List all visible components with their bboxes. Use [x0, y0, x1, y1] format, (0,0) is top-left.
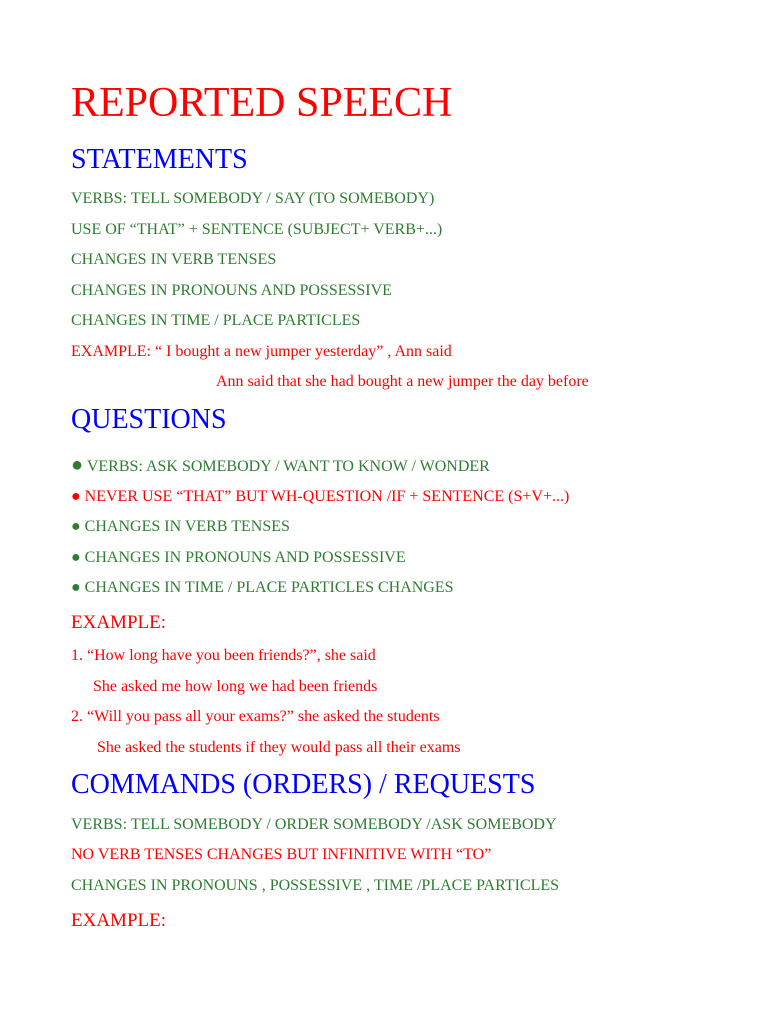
statements-line: CHANGES IN VERB TENSES: [71, 251, 277, 268]
bullet-icon: ●: [71, 488, 81, 505]
commands-changes: CHANGES IN PRONOUNS , POSSESSIVE , TIME /PLACE PARTICLES: [71, 877, 560, 894]
questions-example-question: 2. “Will you pass all your exams?” she asked the students: [71, 708, 440, 725]
questions-item-text: NEVER USE “THAT” BUT WH-QUESTION /IF + SENTENCE (S+V+...): [84, 488, 570, 505]
questions-item: [71, 489, 569, 505]
questions-item: [71, 455, 490, 475]
statements-line: VERBS: TELL SOMEBODY / SAY (TO SOMEBODY): [71, 190, 435, 207]
questions-item: [71, 580, 454, 596]
commands-infinitive-text: INFINITIVE WITH “TO”: [322, 846, 492, 863]
commands-heading: COMMANDS (ORDERS) / REQUESTS: [71, 769, 536, 800]
questions-item-text: CHANGES IN PRONOUNS AND POSSESSIVE: [84, 549, 406, 566]
questions-example-heading: EXAMPLE:: [71, 612, 166, 633]
bullet-icon: ●: [71, 549, 81, 566]
commands-example-heading: EXAMPLE:: [71, 910, 166, 931]
commands-verbs: VERBS: TELL SOMEBODY / ORDER SOMEBODY /ASK SOMEBODY: [71, 816, 557, 833]
statements-line: CHANGES IN PRONOUNS AND POSSESSIVE: [71, 282, 392, 299]
statements-heading: STATEMENTS: [71, 144, 248, 175]
commands-no-change-line: [71, 847, 491, 863]
questions-item-text: VERBS: ASK SOMEBODY / WANT TO KNOW / WONDER: [86, 458, 490, 475]
statements-example: EXAMPLE: “ I bought a new jumper yesterday” , Ann said: [71, 343, 452, 360]
questions-heading: QUESTIONS: [71, 404, 227, 435]
bullet-icon: ●: [71, 579, 81, 596]
statements-line: CHANGES IN TIME / PLACE PARTICLES: [71, 312, 361, 329]
questions-example-answer: She asked me how long we had been friends: [93, 678, 378, 695]
statements-line: USE OF “THAT” + SENTENCE (SUBJECT+ VERB+...): [71, 221, 443, 238]
questions-item-text: CHANGES IN TIME / PLACE PARTICLES CHANGES: [84, 579, 454, 596]
questions-example-answer: She asked the students if they would pass all their exams: [97, 739, 461, 756]
commands-no-change-text: NO VERB TENSES CHANGES BUT: [71, 846, 323, 863]
questions-item: [71, 550, 406, 566]
bullet-icon: ●: [71, 518, 81, 535]
questions-example-question: 1. “How long have you been friends?”, she said: [71, 647, 376, 664]
bullet-icon: ●: [71, 454, 84, 476]
questions-item: [71, 519, 290, 535]
questions-item-text: CHANGES IN VERB TENSES: [84, 518, 290, 535]
statements-example-answer: Ann said that she had bought a new jumper the day before: [216, 373, 589, 390]
page-title: REPORTED SPEECH: [71, 80, 453, 126]
